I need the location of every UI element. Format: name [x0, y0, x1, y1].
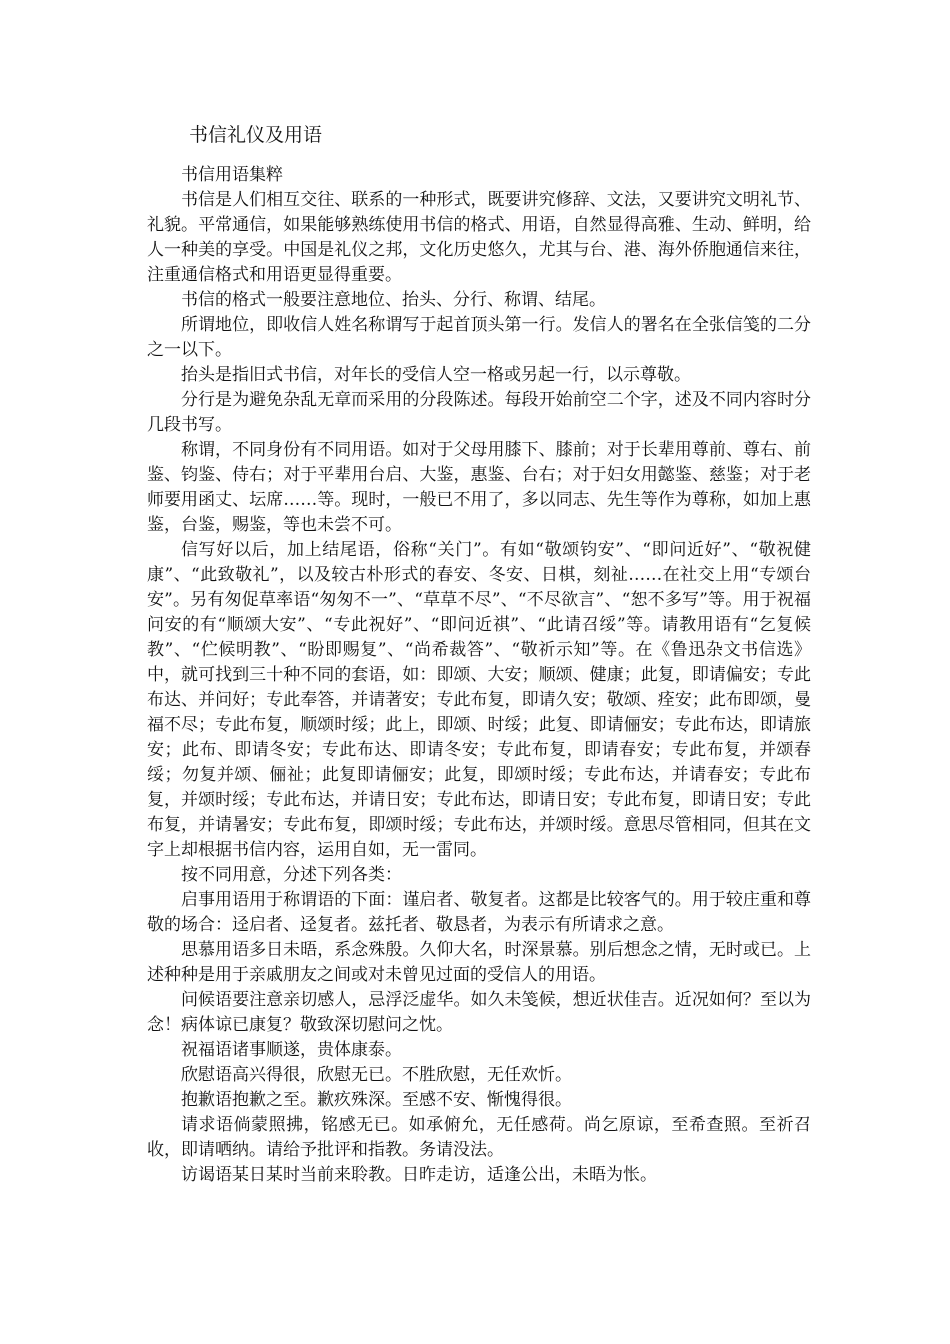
paragraph-salutation: 称谓，不同身份有不同用语。如对于父母用膝下、膝前；对于长辈用尊前、尊右、前鉴、钧鉴、侍右；对于平辈用台启、大鉴，惠鉴、台右；对于妇女用懿鉴、慈鉴；对于老师要用函丈、坛席……等。现时，一般已不用了，多以同志、先生等作为尊称，如加上惠鉴，台鉴，赐鉴，等也未尝不可。 [147, 440, 811, 535]
paragraph-longing-phrases: 思慕用语多日未晤，系念殊殷。久仰大名，时深景慕。别后想念之情，无时或已。上述种种是用于亲戚朋友之间或对未曾见过面的受信人的用语。 [147, 940, 811, 985]
paragraph-visit-phrases: 访谒语某日某时当前来聆教。日昨走访，适逢公出，未晤为怅。 [181, 1165, 657, 1185]
paragraph-format: 书信的格式一般要注意地位、抬头、分行、称谓、结尾。 [181, 290, 606, 310]
paragraph-closing: 信写好以后，加上结尾语，俗称“关门”。有如“敬颂钧安”、“即问近好”、“敬祝健康”、“此致敬礼”，以及较古朴形式的春安、冬安、日棋，刻祉……在社交上用“专颂台安”。另有匆促草率语“匆匆不一”、“草草不尽”、“不尽欲言”、“恕不多写”等。用于祝福问安的有“顺颂大安”、“专此祝好”、“即问近祺”、“此请召绥”等。请教用语有“乞复候教”、“伫候明教”、“盼即赐复”、“尚希裁答”、“敬祈示知”等。在《鲁迅杂文书信选》中，就可找到三十种不同的套语，如：即颂、大安；顺颂、健康；此复，即请偏安；专此布达、并问好；专此奉答，并请著安；专此布复，即请久安；敬颂、痊安；此布即颂，曼福不尽；专此布复，顺颂时绥；此上，即颂、时绥；此复、即请俪安；专此布达，即请旅安；此布、即请冬安；专此布达、即请冬安；专此布复，即请春安；专此布复，并颂春绥；勿复并颂、俪祉；此复即请俪安；此复，即颂时绥；专此布达，并请春安；专此布复，并颂时绥；专此布达，并请日安；专此布达，即请日安；专此布复，即请日安；专此布复，并请暑安；专此布复，即颂时绥；专此布达，并颂时绥。意思尽管相同，但其在文字上却根据书信内容，运用自如，无一雷同。 [147, 540, 811, 860]
paragraph-categories: 按不同用意，分述下列各类： [181, 865, 402, 885]
paragraph-greeting-phrases: 问候语要注意亲切感人，忌浮泛虚华。如久未笺候，想近状佳吉。近况如何？至以为念！病体谅已康复？敬致深切慰问之忱。 [147, 990, 811, 1035]
paragraph-line-break: 分行是为避免杂乱无章而采用的分段陈述。每段开始前空二个字，述及不同内容时分几段书写。 [147, 390, 811, 435]
paragraph-position: 所谓地位，即收信人姓名称谓写于起首顶头第一行。发信人的署名在全张信笺的二分之一以下。 [147, 315, 811, 360]
paragraph-opening-phrases: 启事用语用于称谓语的下面：谨启者、敬复者。这都是比较客气的。用于较庄重和尊敬的场合：迳启者、迳复者。兹托者、敬恳者，为表示有所请求之意。 [147, 890, 811, 935]
paragraph-apology-phrases: 抱歉语抱歉之至。歉疚殊深。至感不安、惭愧得很。 [181, 1090, 572, 1110]
document-page [147, 121, 811, 1188]
paragraph-gratification-phrases: 欣慰语高兴得很，欣慰无已。不胜欣慰，无任欢忻。 [181, 1065, 572, 1085]
section-subtitle: 书信用语集粹 [181, 165, 283, 185]
paragraph-blessing-phrases: 祝福语诸事顺遂，贵体康泰。 [181, 1040, 402, 1060]
paragraph-heading: 抬头是指旧式书信，对年长的受信人空一格或另起一行，以示尊敬。 [181, 365, 691, 385]
document-title: 书信礼仪及用语 [189, 124, 323, 146]
paragraph-request-phrases: 请求语倘蒙照拂，铭感无已。如承俯允，无任感荷。尚乞原谅，至希查照。至祈召收，即请哂纳。请给予批评和指教。务请没法。 [147, 1115, 811, 1160]
paragraph-intro: 书信是人们相互交往、联系的一种形式，既要讲究修辞、文法，又要讲究文明礼节、礼貌。平常通信，如果能够熟练使用书信的格式、用语，自然显得高雅、生动、鲜明，给人一种美的享受。中国是礼仪之邦，文化历史悠久，尤其与台、港、海外侨胞通信来往，注重通信格式和用语更显得重要。 [147, 190, 811, 285]
